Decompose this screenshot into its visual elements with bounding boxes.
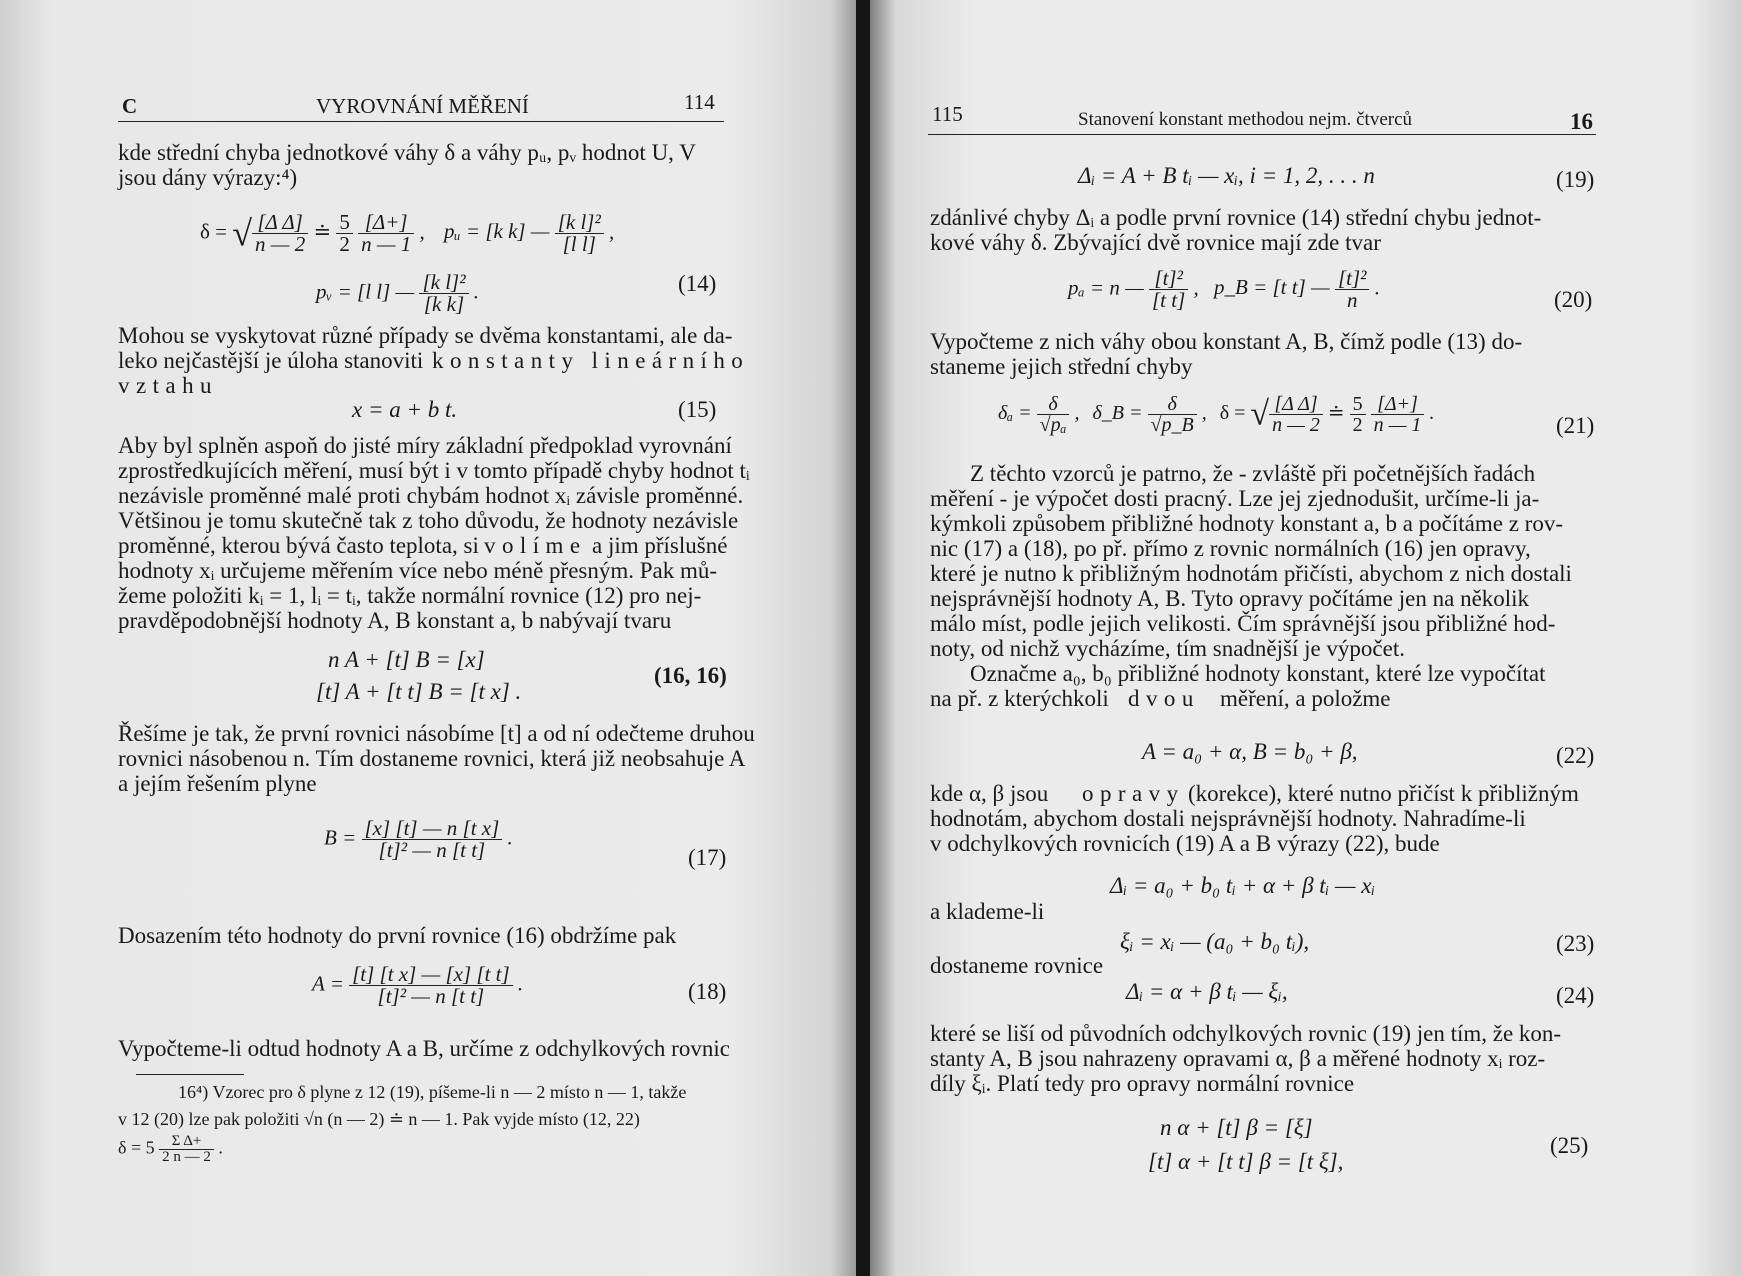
fraction-denominator: [k k] — [423, 292, 465, 316]
text-line: stanty A, B jsou nahrazeny opravami α, β a měřené hodnoty xᵢ roz- — [930, 1046, 1546, 1071]
text-line: Aby byl splněn aspoň do jisté míry základní předpoklad vyrovnání — [118, 433, 732, 458]
equation-label: (15) — [678, 397, 717, 422]
equation-label: (14) — [678, 271, 717, 296]
eq-term: p_B = [t t] — — [1214, 275, 1330, 300]
text-line: Vypočteme-li odtud hodnoty A a B, určíme z odchylkových rovnic — [118, 1036, 730, 1061]
equation-18: A = $\frac{\text{[t] [t x] — [x] [t t]}}{\text{[t]² — n [t t]}}$ . — [312, 962, 524, 1008]
text-line: a jim příslušné — [592, 533, 728, 558]
text-line: Z těchto vzorců je patrno, že - zvláště při početnějších řadách — [970, 461, 1536, 486]
fraction-numerator: δ — [1037, 394, 1070, 415]
text-line: kde střední chyba jednotkové váhy δ a váhy pᵤ, pᵥ hodnot U, V — [118, 140, 696, 165]
page-number: 115 — [932, 102, 963, 126]
text-line: měření - je výpočet dosti pracný. Lze jej zjednodušit, určíme-li ja- — [930, 486, 1540, 511]
text-line: Mohou se vyskytovat různé případy se dvěma konstantami, ale da- — [118, 323, 733, 348]
footnote-rule — [136, 1074, 244, 1075]
fraction-denominator: [t t] — [1152, 288, 1186, 312]
eq-term: pᵥ = [l l] — — [316, 279, 415, 304]
text-line: málo míst, podle jejich velikosti. Čím správnější jsou přibližné hod- — [930, 611, 1556, 636]
eq-symbol: δ = — [200, 219, 227, 244]
equation-label: (21) — [1556, 413, 1595, 438]
fraction-numerator: 5 — [1350, 394, 1366, 415]
left-page: C VYROVNÁNÍ MĚŘENÍ 114 kde střední chyba jednotkové váhy δ a váhy pᵤ, pᵥ hodnot U, V jsou dány výrazy:⁴) δ = √ $\frac{\text{[Δ Δ]}}{n — 2}$ ≐ $\frac{5}{2}$ $\frac{[\Delta+]}{n — 1}$ , pᵤ = [k k] — $\frac{\text{[k l]²}}{\text{[l l]}}$ , pᵥ = [l l] — $\frac{\text{[k l]²}}{\text{[k k]}}$ . (14) Mohou se vyskytovat různé případy se dvěma konstantami, ale da- leko nejčastější je úloha stanoviti konstanty lineárního vztahu x = a + b t. (15) Aby byl splněn aspoň do jisté míry základní předpoklad vyrovnání zprostředkujících měření, musí být i v tomto případě chyby hodnot tᵢ nezávisle proměnné malé proti chybám hodnot xᵢ závisle proměnné. Většinou je tomu skutečně tak z toho důvodu, že hodnoty nezávisle proměnné, kterou bývá často teplota, si volíme a jim příslušné hodnoty xᵢ určujeme měřením více nebo méně přesným. Pak mů- žeme položiti kᵢ = 1, lᵢ = tᵢ, takže normální rovnice (12) pro nej- pravděpodobnější hodnoty A, B konstant a, b nabývají tvaru n A + [t] B = [x] [t] A + [t t] B = [t x] . (16, 16) Řešíme je tak, že první rovnici násobíme [t] a od ní odečteme druhou rovnici násobenou n. Tím dostaneme rovnici, která již neobsahuje A a jejím řešením plyne B = $\frac{\text{[x] [t] — n [t x]}}{\text{[t]² — n [t t]}}$ . (17) Dosazením této hodnoty do první rovnice (16) obdržíme pak A = $\frac{\text{[t] [t x] — [x] [t t]}}{\text{[t]² — n [t t]}}$ . (18) Vypočteme-li odtud hodnoty A a B, určíme z odchylkových rovnic 16⁴) Vzorec pro δ plyne z 12 (19), píšeme-li n — 2 místo n — 1, takže v 12 (20) lze pak položiti √n (n — 2) ≐ n — 1. Pak vyjde místo (12, 22) δ = 5 $\frac{\text{Σ Δ+}}{2 n — 2}$ . — [0, 0, 856, 1276]
running-header: Stanovení konstant methodou nejm. čtverců — [1078, 109, 1413, 130]
equation-15: x = a + b t. — [352, 397, 458, 422]
right-page — [870, 0, 1742, 1276]
equation-16-line1: n A + [t] B = [x] — [328, 647, 485, 672]
text-line: rovnici násobenou n. Tím dostaneme rovnici, která již neobsahuje A — [118, 746, 746, 771]
equation-19: Δᵢ = A + B tᵢ — xᵢ, i = 1, 2, . . . n — [1078, 163, 1375, 188]
text-line: nic (17) a (18), po př. přímo z rovnic normálních (16) jen opravy, — [930, 536, 1531, 561]
text-line: které se liší od původních odchylkových rovnic (19) jen tím, že kon- — [930, 1021, 1562, 1046]
fraction-denominator: [t]² — n [t t] — [377, 984, 485, 1008]
fraction-numerator: [Δ+] — [1371, 394, 1425, 415]
equation-label: (19) — [1556, 167, 1595, 192]
approx-sign: ≐ — [313, 219, 332, 244]
eq-lhs: B = — [324, 825, 357, 850]
text-line: dostaneme rovnice — [930, 953, 1104, 978]
equation-label: (22) — [1556, 743, 1595, 768]
fraction-denominator: n — 2 — [1272, 414, 1320, 436]
equation-20: pₐ = n — $\frac{\text{[t]²}}{\text{[t t]}}$ , p_B = [t t] — $\frac{\text{[t]²}}{n}$ . — [1068, 266, 1380, 312]
text-line: pravděpodobnější hodnoty A, B konstant a, b nabývají tvaru — [118, 608, 672, 633]
fraction-numerator: [Δ+] — [358, 212, 414, 234]
fraction-numerator: [t]² — [1335, 268, 1369, 290]
spaced-text: konstanty lineárního — [432, 348, 750, 373]
book-gutter — [856, 0, 870, 1276]
eq-term: pᵤ = [k k] — — [444, 219, 550, 244]
footnote-line: v 12 (20) lze pak položiti √n (n — 2) ≐ n — 1. Pak vyjde místo (12, 22) — [118, 1109, 640, 1129]
equation-22: A = a₀ + α, B = b₀ + β, — [1142, 739, 1358, 764]
fraction-numerator: [Δ Δ] — [1269, 394, 1323, 415]
fraction-denominator: 2 — [339, 232, 350, 256]
text-line: díly ξᵢ. Platí tedy pro opravy normální rovnice — [930, 1071, 1355, 1096]
equation-label: (16, 16) — [654, 663, 727, 688]
text-line: měření, a položme — [1220, 686, 1391, 711]
spaced-text: opravy — [1082, 781, 1185, 806]
fraction-numerator: [x] [t] — n [t x] — [362, 818, 503, 840]
equation-23: ξᵢ = xᵢ — (a₀ + b₀ tᵢ), — [1120, 929, 1310, 954]
footnote-formula: δ = 5 — [118, 1137, 155, 1158]
header-rule — [118, 121, 724, 122]
eq-term: δₐ = — [998, 402, 1032, 425]
equation-label: (25) — [1550, 1133, 1589, 1158]
text-line: Řešíme je tak, že první rovnici násobíme [t] a od ní odečteme druhou — [118, 721, 755, 746]
fraction-denominator: n — 1 — [1373, 414, 1422, 436]
page-number: 114 — [684, 90, 715, 114]
equation-17: B = $\frac{\text{[x] [t] — n [t x]}}{\text{[t]² — n [t t]}}$ . — [324, 816, 513, 862]
text-line: v odchylkových rovnicích (19) A a B výrazy (22), bude — [930, 831, 1440, 856]
sqrt-sign: √ — [1250, 395, 1270, 433]
text-line: noty, od nichž vycházíme, tím snadnější je výpočet. — [930, 636, 1405, 661]
equation-25-line2: [t] α + [t t] β = [t ξ], — [1148, 1149, 1344, 1174]
text-line: kýmkoli způsobem přibližné hodnoty konstant a, b a počítáme z rov- — [930, 511, 1563, 536]
equation-label: (24) — [1556, 983, 1595, 1008]
fraction-denominator: 2 n — 2 — [162, 1149, 211, 1165]
approx-sign: ≐ — [1327, 402, 1345, 425]
text-line: (korekce), které nutno přičíst k přibližným — [1188, 781, 1579, 806]
header-rule — [928, 134, 1596, 135]
sqrt-sign: √ — [232, 213, 253, 254]
text-line: leko nejčastější je úloha stanoviti — [118, 348, 424, 373]
fraction-numerator: δ — [1148, 394, 1197, 415]
text-line: proměnné, kterou bývá často teplota, si — [118, 533, 479, 558]
fraction-denominator: √pₐ — [1039, 414, 1067, 436]
text-line: které je nutno k přibližným hodnotám přičísti, abychom z nich dostali — [930, 561, 1572, 586]
fraction-denominator: [t]² — n [t t] — [378, 838, 486, 862]
fraction-numerator: 5 — [336, 212, 353, 234]
text-line: nezávisle proměnné malé proti chybám hodnot xᵢ závisle proměnné. — [118, 483, 744, 508]
text-line: zprostředkujících měření, musí být i v tomto případě chyby hodnot tᵢ — [118, 458, 750, 483]
equation-label: (20) — [1554, 287, 1593, 312]
text-line: kde α, β jsou — [930, 781, 1049, 806]
equation-label: (23) — [1556, 931, 1595, 956]
fraction-numerator: [t] [t x] — [x] [t t] — [349, 964, 513, 986]
text-line: na př. z kterýchkoli — [930, 686, 1109, 711]
text-line: jsou dány výrazy:⁴) — [118, 165, 298, 190]
spaced-text: dvou — [1128, 686, 1200, 711]
text-line: Dosazením této hodnoty do první rovnice (16) obdržíme pak — [118, 923, 677, 948]
eq-term: δ = — [1219, 402, 1246, 425]
text-line: zdánlivé chyby Δᵢ a podle první rovnice (14) střední chybu jednot- — [930, 205, 1542, 230]
eq-lhs: A = — [312, 971, 344, 996]
text-line: Vypočteme z nich váhy obou konstant A, B, čímž podle (13) do- — [930, 329, 1523, 354]
fraction-denominator: n — [1346, 288, 1358, 312]
eq-term: δ_B = — [1092, 402, 1143, 425]
fraction-numerator: [k l]² — [419, 272, 468, 294]
equation-16-line2: [t] A + [t t] B = [t x] . — [316, 679, 522, 704]
fraction-denominator: n — 1 — [361, 232, 412, 256]
chapter-letter: C — [122, 94, 138, 118]
equation-24: Δᵢ = α + β tᵢ — ξᵢ, — [1126, 979, 1288, 1004]
text-line: hodnotám, abychom dostali nejsprávnější hodnoty. Nahradíme-li — [930, 806, 1526, 831]
text-line: hodnoty xᵢ určujeme měřením více nebo méně přesným. Pak mů- — [118, 558, 718, 583]
text-line: nejsprávnější hodnoty A, B. Tyto opravy počítáme jen na několik — [930, 586, 1530, 611]
fraction-denominator: [l l] — [562, 232, 596, 256]
fraction-numerator: [k l]² — [555, 212, 604, 234]
eq-term: pₐ = n — — [1068, 275, 1144, 300]
fraction-denominator: √p_B — [1150, 414, 1194, 436]
footnote-line: 16⁴) Vzorec pro δ plyne z 12 (19), píšeme-li n — 2 místo n — 1, takže — [178, 1082, 687, 1102]
equation-label: (18) — [688, 979, 727, 1004]
equation-21: δₐ = $\frac{\delta}{\text{√pₐ}}$ , δ_B = $\frac{\delta}{√p\_B}$ , δ = √ $\frac{\text{[Δ Δ]}}{n — 2}$ ≐ $\frac{5}{2}$ $\frac{[\Delta+]}{n — 1}$ . — [998, 393, 1435, 436]
fraction-numerator: Σ Δ+ — [159, 1134, 214, 1150]
spaced-text: volíme — [484, 533, 587, 558]
running-header: VYROVNÁNÍ MĚŘENÍ — [316, 94, 529, 118]
text-line: Většinou je tomu skutečně tak z toho důvodu, že hodnoty nezávisle — [118, 508, 739, 533]
text-line: kové váhy δ. Zbývající dvě rovnice mají zde tvar — [930, 230, 1381, 255]
fraction-numerator: [Δ Δ] — [252, 212, 308, 234]
fraction-denominator: 2 — [1352, 414, 1363, 436]
text-line: žeme položiti kᵢ = 1, lᵢ = tᵢ, takže normální rovnice (12) pro nej- — [118, 583, 702, 608]
equation-25-line1: n α + [t] β = [ξ] — [1160, 1115, 1313, 1140]
fraction-numerator: [t]² — [1149, 268, 1188, 290]
fraction-denominator: n — 2 — [255, 232, 306, 256]
equation-delta: Δᵢ = a₀ + b₀ tᵢ + α + β tᵢ — xᵢ — [1110, 873, 1376, 898]
text-line: Označme a₀, b₀ přibližné hodnoty konstant, které lze vypočítat — [970, 661, 1546, 686]
text-line: a jejím řešením plyne — [118, 771, 317, 796]
equation-label: (17) — [688, 845, 727, 870]
text-line: a klademe-li — [930, 899, 1045, 924]
spaced-text: vztahu — [118, 373, 218, 398]
chapter-number: 16 — [1570, 109, 1593, 134]
text-line: staneme jejich střední chyby — [930, 354, 1193, 379]
